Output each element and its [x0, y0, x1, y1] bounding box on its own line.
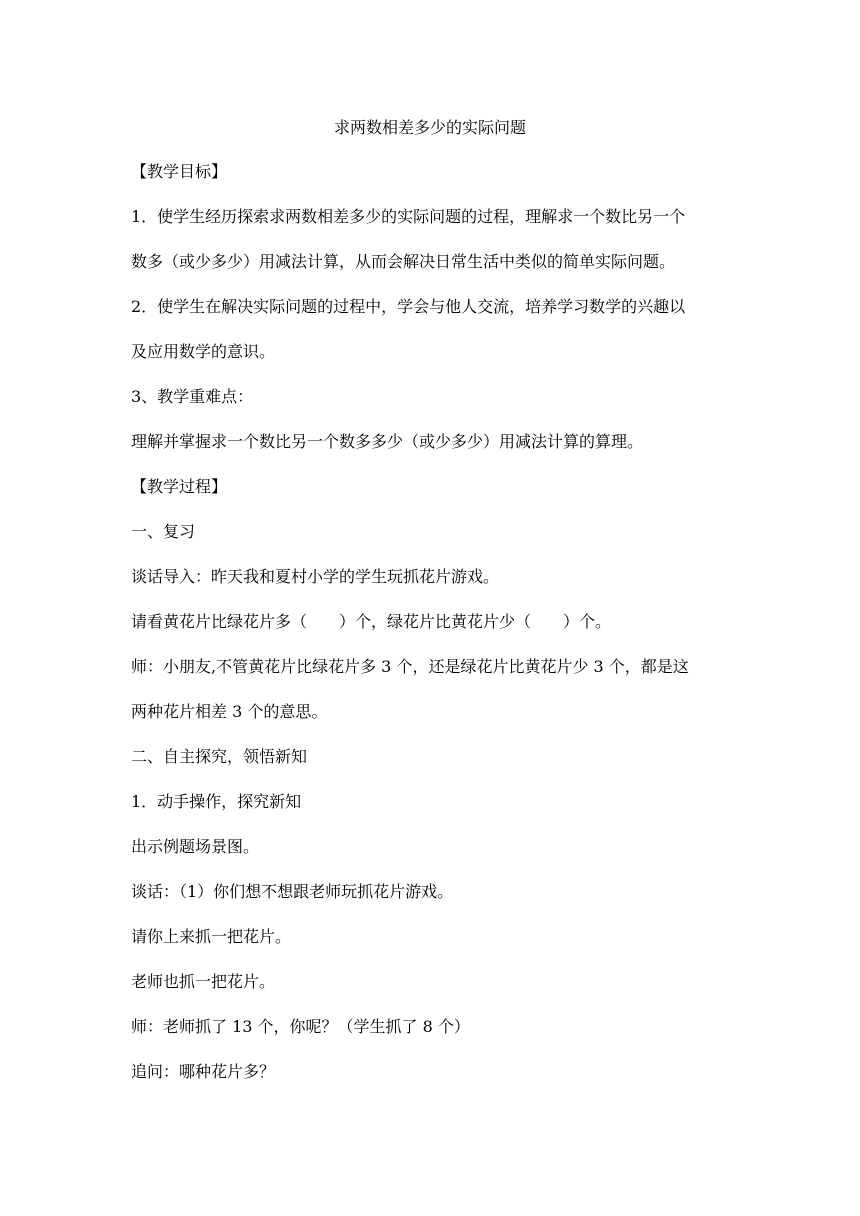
section-heading-explore: 二、自主探究，领悟新知	[131, 747, 308, 766]
section-heading-goals: 【教学目标】	[131, 162, 228, 181]
section-heading-review: 一、复习	[131, 522, 196, 541]
paragraph-line: 两种花片相差 3 个的意思。	[131, 702, 328, 721]
paragraph-line: 谈话导入：昨天我和夏村小学的学生玩抓花片游戏。	[131, 567, 500, 586]
subsection-heading: 1．动手操作，探究新知	[131, 792, 302, 811]
paragraph-line: 及应用数学的意识。	[131, 342, 276, 361]
paragraph-line: 1．使学生经历探索求两数相差多少的实际问题的过程，理解求一个数比另一个	[131, 207, 686, 226]
paragraph-line: 理解并掌握求一个数比另一个数多多少（或少多少）用减法计算的算理。	[131, 432, 644, 451]
paragraph-line: 老师也抓一把花片。	[131, 972, 276, 991]
paragraph-line: 追问：哪种花片多？	[131, 1062, 276, 1081]
paragraph-line: 数多（或少多少）用减法计算，从而会解决日常生活中类似的简单实际问题。	[131, 252, 676, 271]
document-title: 求两数相差多少的实际问题	[333, 118, 526, 137]
paragraph-line: 谈话：（1）你们想不想跟老师玩抓花片游戏。	[131, 882, 454, 901]
paragraph-line: 师：老师抓了 13 个，你呢？（学生抓了 8 个）	[131, 1017, 470, 1036]
paragraph-line: 出示例题场景图。	[131, 837, 260, 856]
section-heading-process: 【教学过程】	[131, 477, 228, 496]
paragraph-line: 师：小朋友,不管黄花片比绿花片多 3 个，还是绿花片比黄花片少 3 个，都是这	[131, 657, 689, 676]
paragraph-line: 2．使学生在解决实际问题的过程中，学会与他人交流，培养学习数学的兴趣以	[131, 297, 686, 316]
paragraph-line: 请你上来抓一把花片。	[131, 927, 292, 946]
section-heading-key-points: 3、教学重难点：	[131, 387, 254, 406]
paragraph-line: 请看黄花片比绿花片多（ ）个，绿花片比黄花片少（ ）个。	[131, 612, 612, 631]
